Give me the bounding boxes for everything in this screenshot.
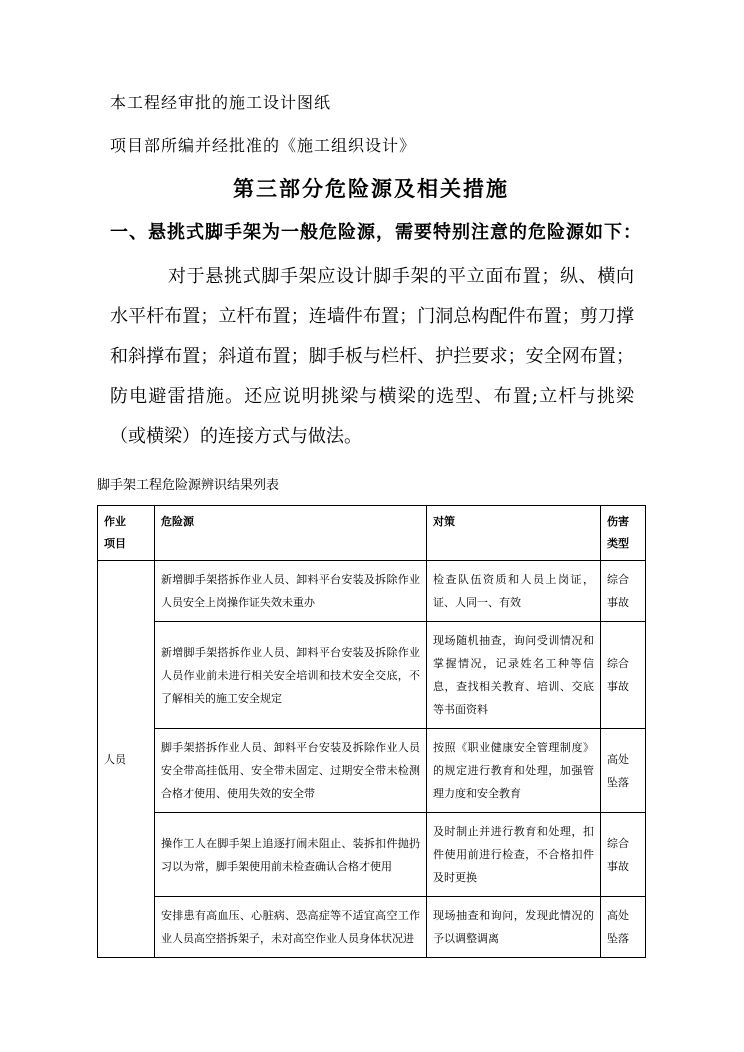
intro-line-1: 本工程经审批的施工设计图纸 — [110, 93, 332, 112]
header-job-category-line2: 项目 — [104, 537, 126, 550]
table-row — [98, 729, 646, 813]
table-row — [98, 622, 646, 729]
hazard-cell: 操作工人在脚手架上追逐打闹未阻止、装拆扣件抛扔习以为常，脚手架使用前未检查确认合格才使用 — [155, 813, 427, 897]
header-injury-type-line1: 伤害 — [607, 515, 629, 528]
table-row — [98, 897, 646, 958]
measure-cell: 现场抽查和询问，发现此情况的予以调整调离 — [427, 897, 601, 958]
measure-cell: 现场随机抽查，询问受训情况和掌握情况，记录姓名工种等信息，查找相关教育、培训、交底等书面资料 — [427, 622, 601, 729]
table-header-row — [98, 506, 646, 561]
measure-cell: 按照《职业健康安全管理制度》的规定进行教育和处理，加强管理力度和安全教育 — [427, 729, 601, 813]
hazard-table — [97, 505, 646, 958]
job-category-cell: 人员 — [98, 561, 155, 958]
table-row — [98, 813, 646, 897]
injury-cell: 综合事故 — [601, 561, 646, 622]
hazard-cell: 安排患有高血压、心脏病、恐高症等不适宜高空工作业人员高空搭拆架子，未对高空作业人员身体状况进 — [155, 897, 427, 958]
hazard-cell: 脚手架搭拆作业人员、卸料平台安装及拆除作业人员安全带高挂低用、安全带未固定、过期安全带未检测合格才使用、使用失效的安全带 — [155, 729, 427, 813]
header-job-category-line1: 作业 — [104, 515, 126, 528]
subsection-title: 一、悬挑式脚手架为一般危险源，需要特别注意的危险源如下： — [110, 222, 642, 243]
body-paragraph: 对于悬挑式脚手架应设计脚手架的平立面布置；纵、横向水平杆布置；立杆布置；连墙件布置；门洞总构配件布置；剪刀撑和斜撑布置；斜道布置；脚手板与栏杆、护拦要求；安全网布置；防电避雷措施。还应说明挑梁与横梁的选型、布置;立杆与挑梁（或横梁）的连接方式与做法。 — [110, 266, 634, 447]
injury-cell: 综合事故 — [601, 622, 646, 729]
header-countermeasure: 对策 — [427, 506, 601, 561]
table-row — [98, 561, 646, 622]
hazard-cell: 新增脚手架搭拆作业人员、卸料平台安装及拆除作业人员安全上岗操作证失效未重办 — [155, 561, 427, 622]
injury-cell: 综合事故 — [601, 813, 646, 897]
document-content — [97, 81, 645, 958]
injury-cell: 高处坠落 — [601, 897, 646, 958]
header-job-category — [98, 506, 155, 561]
section-title: 第三部分危险源及相关措施 — [233, 176, 509, 201]
header-hazard-source: 危险源 — [155, 506, 427, 561]
hazard-cell: 新增脚手架搭拆作业人员、卸料平台安装及拆除作业人员作业前未进行相关安全培训和技术安全交底，不了解相关的施工安全规定 — [155, 622, 427, 729]
header-injury-type — [601, 506, 646, 561]
injury-cell: 高处坠落 — [601, 729, 646, 813]
header-injury-type-line2: 类型 — [607, 537, 629, 550]
measure-cell: 及时制止并进行教育和处理，扣件使用前进行检查，不合格扣件及时更换 — [427, 813, 601, 897]
table-caption: 脚手架工程危险源辨识结果列表 — [97, 478, 280, 493]
intro-line-2: 项目部所编并经批准的《施工组织设计》 — [110, 136, 417, 155]
measure-cell: 检查队伍资质和人员上岗证，证、人同一、有效 — [427, 561, 601, 622]
